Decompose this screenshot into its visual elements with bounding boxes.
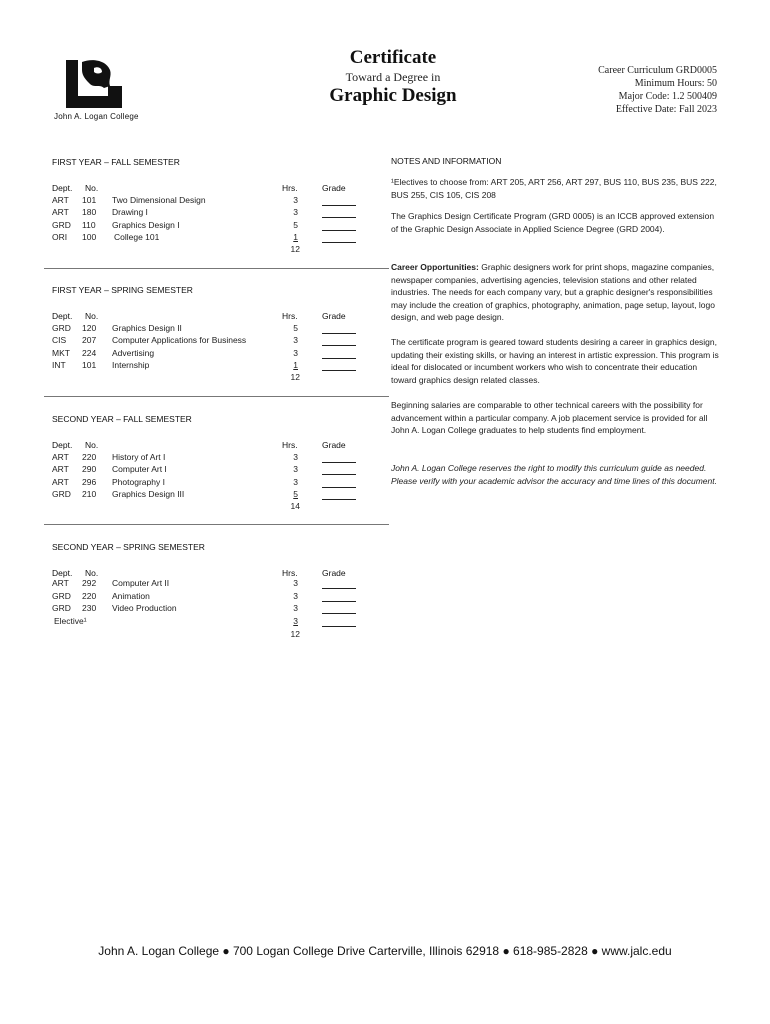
course-dept: CIS [52,335,67,345]
grade-blank[interactable] [322,578,356,589]
course-no: 101 [82,195,97,205]
grade-header: Grade [322,183,346,193]
course-dept: GRD [52,591,71,601]
footer-contact: John A. Logan College ● 700 Logan College Drive Carterville, Illinois 62918 ● 618-985-2828 ● www.jalc.edu [98,944,672,958]
divider [44,268,389,269]
course-title: History of Art I [112,452,166,462]
grade-blank[interactable] [322,348,356,359]
course-dept: ART [52,452,69,462]
grade-header: Grade [322,568,346,578]
grade-blank[interactable] [322,207,356,218]
course-no: 220 [82,452,97,462]
course-dept: GRD [52,489,71,499]
semester-total: 12 [290,629,300,639]
course-row [52,232,362,245]
course-title: Advertising [112,348,155,358]
hrs-header: Hrs. [282,183,298,193]
course-title: Computer Art II [112,578,170,588]
career-note [391,261,721,324]
semester-title: SECOND YEAR – FALL SEMESTER [52,414,192,424]
geared-note: The certificate program is geared toward students desiring a career in graphics design, updating their existing skills, or having an interest in artistic expression. This program is ideal for dislocated or incumbent workers who wish to concentrate their education toward graphics design related classes. [391,337,719,385]
career-text: Graphic designers work for print shops, magazine companies, newspaper companies, advertising agencies, television stations and other related industries. The needs for each company vary, but a graphic designer's responsibilities may include the creation of graphics, photography, animation, page setup, layout, logo design, and web page design. [391,262,715,322]
hrs-header: Hrs. [282,568,298,578]
course-hrs: 3 [293,335,298,345]
course-no: 296 [82,477,97,487]
semester-total: 12 [290,244,300,254]
dept-header: Dept. [52,311,73,321]
page-title: Certificate [349,47,437,68]
major-code: Major Code: 1.2 500409 [618,91,717,102]
course-hrs: 3 [293,477,298,487]
reserve-note: John A. Logan College reserves the right to modify this curriculum guide as needed. Please verify with your academic advisor the accuracy and time lines of this document. [391,463,717,486]
course-hrs: 3 [293,207,298,217]
course-dept: ART [52,477,69,487]
course-no: 220 [82,591,97,601]
course-no: 101 [82,360,97,370]
course-hrs: 5 [293,489,298,499]
subtitle: Toward a Degree in [345,70,441,84]
no-header: No. [85,311,99,321]
grade-blank[interactable] [322,603,356,614]
course-title: Video Production [112,603,177,613]
course-dept: GRD [52,220,71,230]
course-no: 292 [82,578,97,588]
course-hrs: 1 [293,360,298,370]
hrs-header: Hrs. [282,440,298,450]
grade-blank[interactable] [322,452,356,463]
grade-blank[interactable] [322,232,356,243]
course-dept: ART [52,464,69,474]
hrs-header: Hrs. [282,311,298,321]
grade-blank[interactable] [322,477,356,488]
course-title: Animation [112,591,150,601]
course-row [52,360,362,373]
course-title: Photography I [112,477,165,487]
course-row [52,578,362,591]
grade-header: Grade [322,311,346,321]
grade-blank[interactable] [322,360,356,371]
course-dept: GRD [52,323,71,333]
course-title: College 101 [114,232,160,242]
grade-blank[interactable] [322,489,356,500]
program-name: Graphic Design [329,85,457,106]
course-hrs: 5 [293,220,298,230]
electives-note: ¹Electives to choose from: ART 205, ART 256, ART 297, BUS 110, BUS 235, BUS 222, BUS 255, CIS 105, CIS 208 [391,177,717,200]
semester-title: FIRST YEAR – FALL SEMESTER [52,157,180,167]
curriculum-meta [598,64,717,116]
notes-title: NOTES AND INFORMATION [391,156,502,166]
course-hrs: 3 [293,195,298,205]
no-header: No. [85,568,99,578]
curriculum-code: Career Curriculum GRD0005 [598,65,717,76]
course-dept: Elective¹ [54,616,87,626]
semester-title: SECOND YEAR – SPRING SEMESTER [52,542,205,552]
course-dept: MKT [52,348,70,358]
course-dept: ART [52,195,69,205]
course-title: Computer Art I [112,464,167,474]
course-row [52,603,362,616]
dept-header: Dept. [52,440,73,450]
course-title: Two Dimensional Design [112,195,206,205]
course-dept: ORI [52,232,68,242]
course-row [52,207,362,220]
course-no: 207 [82,335,97,345]
course-title: Graphics Design III [112,489,185,499]
course-title: Graphics Design I [112,220,180,230]
grade-blank[interactable] [322,195,356,206]
course-row [52,616,362,629]
course-hrs: 5 [293,323,298,333]
minimum-hours: Minimum Hours: 50 [634,78,717,89]
grade-blank[interactable] [322,335,356,346]
course-row [52,464,362,477]
course-no: 224 [82,348,97,358]
grade-blank[interactable] [322,323,356,334]
course-hrs: 3 [293,578,298,588]
course-hrs: 3 [293,591,298,601]
no-header: No. [85,440,99,450]
course-dept: GRD [52,603,71,613]
course-no: 230 [82,603,97,613]
dept-header: Dept. [52,183,73,193]
course-no: 290 [82,464,97,474]
logo-caption: John A. Logan College [54,112,139,121]
course-no: 120 [82,323,97,333]
divider [44,524,389,525]
course-no: 100 [82,232,97,242]
grade-blank[interactable] [322,464,356,475]
college-logo-icon [64,58,124,110]
course-title: Graphics Design II [112,323,182,333]
course-title: Drawing I [112,207,148,217]
course-dept: INT [52,360,66,370]
course-row [52,489,362,502]
iccb-note: The Graphics Design Certificate Program (GRD 0005) is an ICCB approved extension of the Graphic Design Associate in Applied Science Degree (GRD 2004). [391,211,715,234]
grade-blank[interactable] [322,220,356,231]
course-no: 180 [82,207,97,217]
course-hrs: 3 [293,452,298,462]
course-dept: ART [52,207,69,217]
notes-section [391,155,721,515]
semester-total: 14 [290,501,300,511]
course-hrs: 3 [293,464,298,474]
semester-title: FIRST YEAR – SPRING SEMESTER [52,285,193,295]
course-title: Internship [112,360,150,370]
grade-header: Grade [322,440,346,450]
course-hrs: 1 [293,232,298,242]
effective-date: Effective Date: Fall 2023 [615,104,717,115]
grade-blank[interactable] [322,591,356,602]
salaries-note: Beginning salaries are comparable to other technical careers with the possibility for advancement within a particular company. A job placement service is provided for all John A. Logan College graduates to help students find employment. [391,400,708,435]
career-label: Career Opportunities: [391,262,479,272]
course-hrs: 3 [293,616,298,626]
divider [44,396,389,397]
course-row [52,335,362,348]
course-hrs: 3 [293,603,298,613]
course-dept: ART [52,578,69,588]
dept-header: Dept. [52,568,73,578]
course-no: 210 [82,489,97,499]
no-header: No. [85,183,99,193]
semester-total: 12 [290,372,300,382]
course-hrs: 3 [293,348,298,358]
course-title: Computer Applications for Business [112,335,247,345]
grade-blank[interactable] [322,616,356,627]
course-no: 110 [82,220,96,230]
